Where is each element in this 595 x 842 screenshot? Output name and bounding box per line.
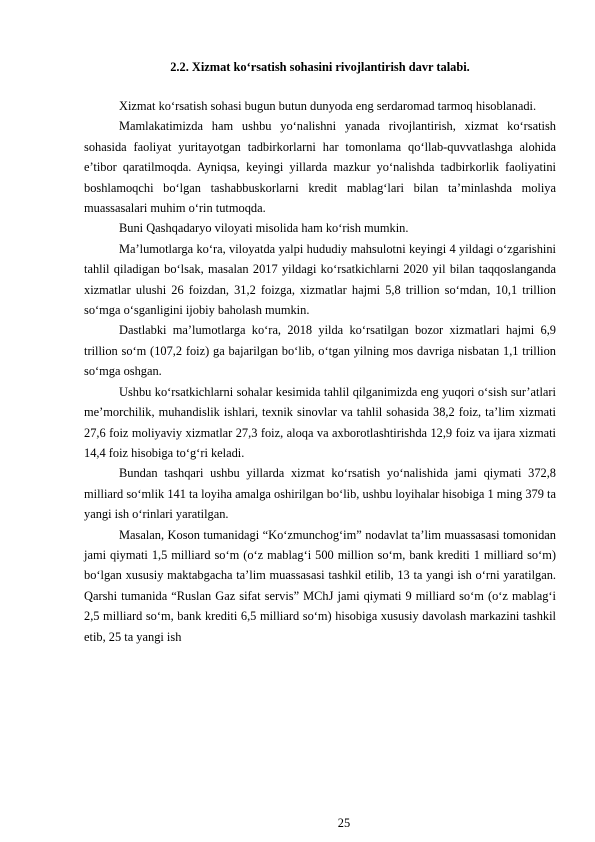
paragraph: Dastlabki ma’lumotlarga ko‘ra, 2018 yilda ko‘rsatilgan bozor xizmatlari hajmi 6,9 trillion so‘m (107,2 foiz) ga bajarilgan bo‘lib, o‘tgan yilning mos davriga nisbatan 1,1 trillion so‘mga oshgan. [84,323,556,379]
paragraph: Bundan tashqari ushbu yillarda xizmat ko‘rsatish yo‘nalishida jami qiymati 372,8 milliard so‘mlik 141 ta loyiha amalga oshirilgan bo‘lib, ushbu loyihalar hisobiga 1 ming 379 ta yangi ish o‘rinlari yaratilgan. [84,466,556,522]
paragraph: Xizmat ko‘rsatish sohasi bugun butun dunyoda eng serdaromad tarmoq hisoblanadi. [119,99,537,113]
page-number: 25 [337,816,351,830]
section-heading: 2.2. Xizmat ko‘rsatish sohasini rivojlantirish davr talabi. [170,60,470,74]
paragraph: Ma’lumotlarga ko‘ra, viloyatda yalpi hududiy mahsulotni keyingi 4 yildagi o‘zgarishini tahlil qiladigan bo‘lsak, masalan 2017 yildagi ko‘rsatkichlarni 2020 yil bilan taqqoslanganda xizmatlar ulushi 26 foizdan, 31,2 foizga, xizmatlar hajmi 5,8 trillion so‘mdan, 10,1 trillion so‘mga o‘sganligini ijobiy baholash mumkin. [84,241,556,318]
paragraph: Ushbu ko‘rsatkichlarni sohalar kesimida tahlil qilganimizda eng yuqori o‘sish sur’atlari me’morchilik, muhandislik ishlari, texnik sinovlar va tahlil sohasida 38,2 foiz, ta’lim xizmati 27,6 foiz moliyaviy xizmatlar 27,3 foiz, aloqa va axborotlashtirishda 12,9 foiz va ijara xizmati 14,4 foiz hisobiga to‘g‘ri keladi. [84,384,556,460]
paragraph: Masalan, Koson tumanidagi “Ko‘zmunchog‘im” nodavlat ta’lim muassasasi tomonidan jami qiymati 1,5 milliard so‘m (o‘z mablag‘i 500 million so‘m, bank krediti 1 milliard so‘m) bo‘lgan xususiy maktabgacha ta’lim muassasasi tashkil etilib, 13 ta yangi ish o‘rni yaratilgan. Qarshi tumanida “Ruslan Gaz sifat servis” MChJ jami qiymati 9 milliard so‘m (o‘z mablag‘i 2,5 milliard so‘m, bank krediti 6,5 milliard so‘m) hisobiga xususiy davolash markazini tashkil etib, 25 ta yangi ish [84,527,556,644]
paragraph: Buni Qashqadaryo viloyati misolida ham ko‘rish mumkin. [119,221,409,236]
body-text [84,96,556,647]
paragraph: Mamlakatimizda ham ushbu yo‘nalishni yanada rivojlantirish, xizmat ko‘rsatish sohasida faoliyat yuritayotgan tadbirkorlarni har tomonlama qo‘llab-quvvatlashga alohida e’tibor qaratilmoqda. Ayniqsa, keyingi yillarda mazkur yo‘nalishda tadbirkorlik faoliyatini boshlamoqchi bo‘lgan tashabbuskorlarni kredit mablag‘lari bilan ta’minlashda moliya muassasalari muhim o‘rin tutmoqda. [84,119,556,216]
